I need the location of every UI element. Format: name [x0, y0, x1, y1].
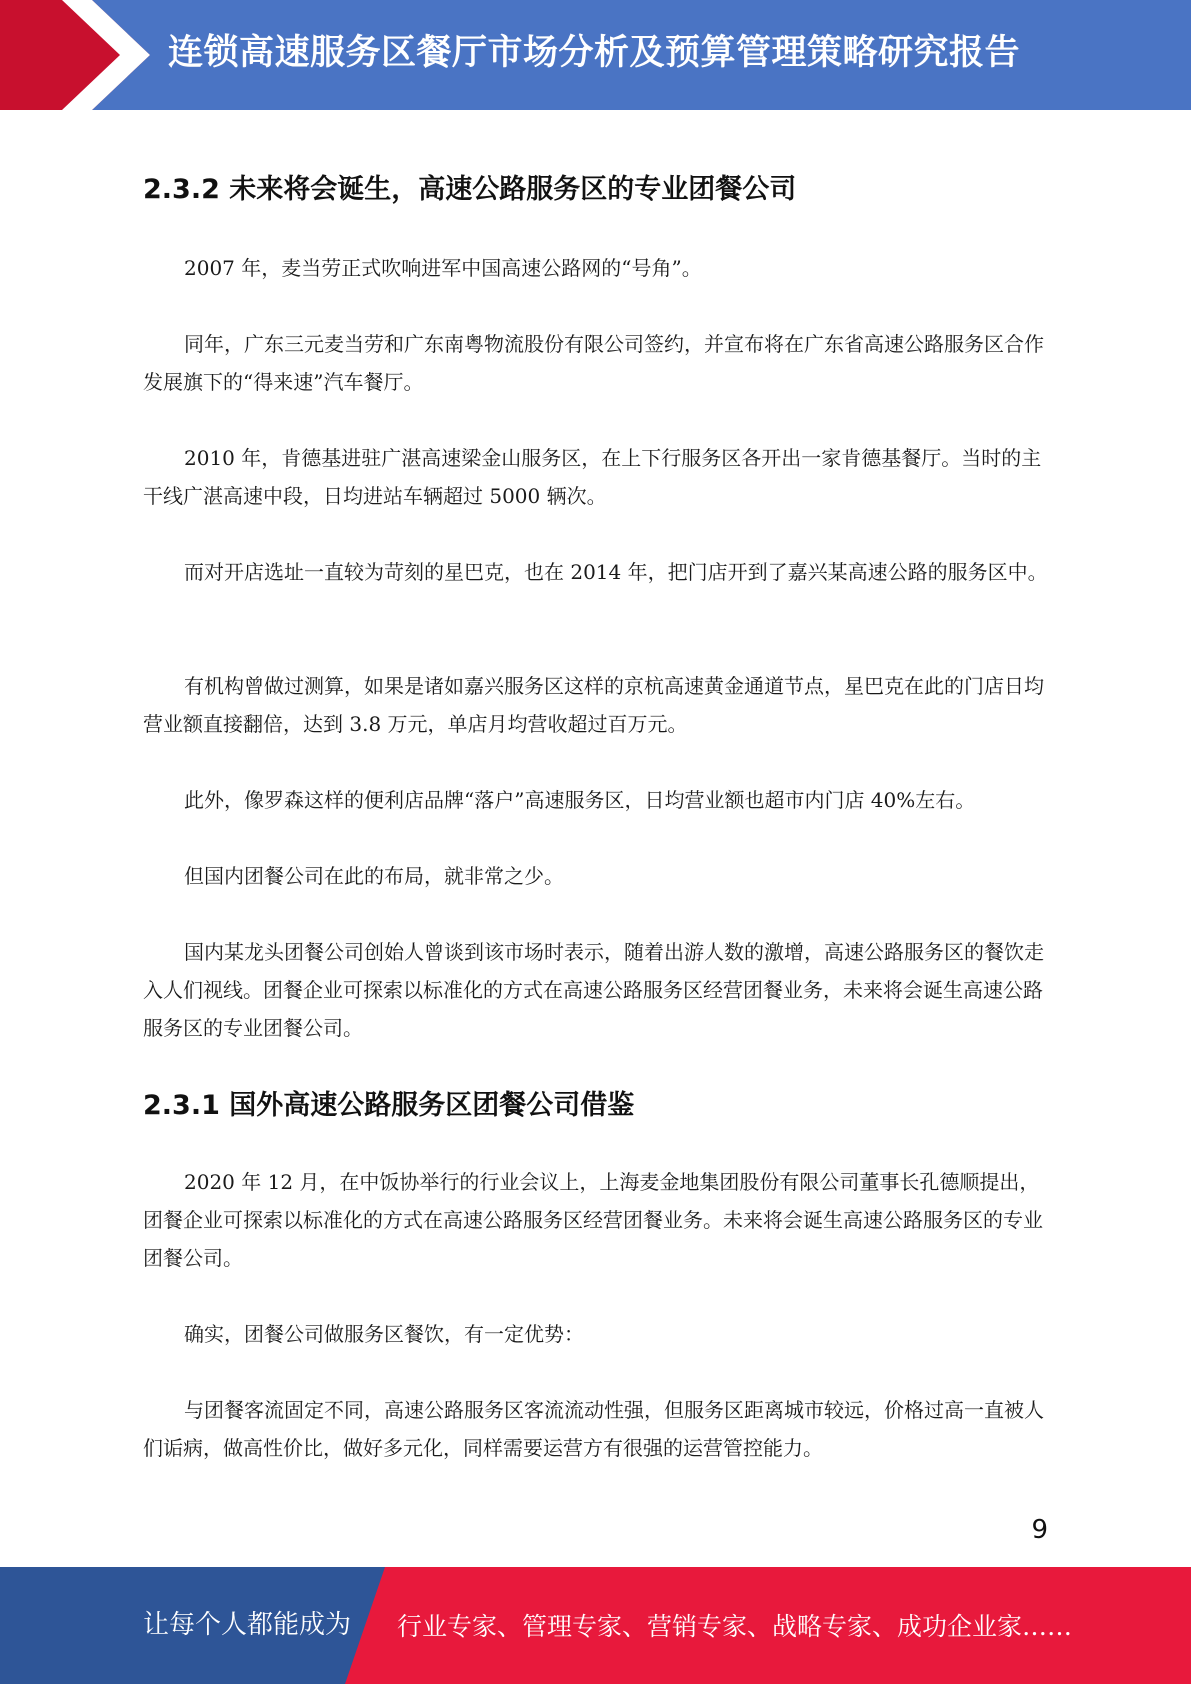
paragraph: 确实，团餐公司做服务区餐饮，有一定优势：	[184, 1322, 584, 1346]
page-number: 9	[1031, 1515, 1048, 1545]
paragraph: 与团餐客流固定不同，高速公路服务区客流流动性强，但服务区距离城市较远，价格过高一直被人们诟病，做高性价比，做好多元化，同样需要运营方有很强的运营管控能力。	[143, 1398, 1044, 1460]
paragraph: 此外，像罗森这样的便利店品牌“落户”高速服务区，日均营业额也超市内门店 40%左右。	[184, 788, 976, 812]
footer-slogan-left: 让每个人都能成为	[143, 1610, 352, 1640]
section-heading-2-3-2: 2.3.2 未来将会诞生，高速公路服务区的专业团餐公司	[143, 174, 797, 205]
section-heading-2-3-1: 2.3.1 国外高速公路服务区团餐公司借鉴	[143, 1090, 635, 1121]
paragraph: 同年，广东三元麦当劳和广东南粤物流股份有限公司签约，并宣布将在广东省高速公路服务区合作发展旗下的“得来速”汽车餐厅。	[143, 332, 1044, 394]
footer-slogan-right: 行业专家、管理专家、营销专家、战略专家、成功企业家……	[397, 1612, 1073, 1641]
page-header	[0, 0, 1191, 110]
page-footer	[0, 1567, 1191, 1684]
paragraph: 有机构曾做过测算，如果是诸如嘉兴服务区这样的京杭高速黄金通道节点，星巴克在此的门店日均营业额直接翻倍，达到 3.8 万元，单店月均营收超过百万元。	[143, 674, 1044, 736]
report-title: 连锁高速服务区餐厅市场分析及预算管理策略研究报告	[168, 33, 1021, 73]
paragraph: 而对开店选址一直较为苛刻的星巴克，也在 2014 年，把门店开到了嘉兴某高速公路的服务区中。	[184, 560, 1048, 584]
paragraph: 2007 年，麦当劳正式吹响进军中国高速公路网的“号角”。	[184, 256, 702, 280]
paragraph: 2020 年 12 月，在中饭协举行的行业会议上，上海麦金地集团股份有限公司董事长孔德顺提出，团餐企业可探索以标准化的方式在高速公路服务区经营团餐业务。未来将会诞生高速公路服务区的专业团餐公司。	[143, 1170, 1043, 1270]
paragraph: 国内某龙头团餐公司创始人曾谈到该市场时表示，随着出游人数的激增，高速公路服务区的餐饮走入人们视线。团餐企业可探索以标准化的方式在高速公路服务区经营团餐业务，未来将会诞生高速公路服务区的专业团餐公司。	[143, 940, 1044, 1040]
paragraph: 但国内团餐公司在此的布局，就非常之少。	[184, 864, 564, 888]
paragraph: 2010 年，肯德基进驻广湛高速梁金山服务区，在上下行服务区各开出一家肯德基餐厅。当时的主干线广湛高速中段，日均进站车辆超过 5000 辆次。	[143, 446, 1042, 508]
